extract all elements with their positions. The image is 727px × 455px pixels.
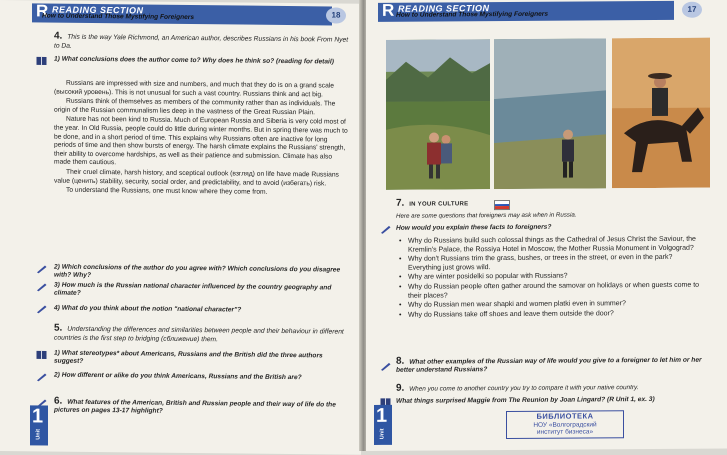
exercise-title: IN YOUR CULTURE [409,201,469,208]
exercise-text: When you come to another country you try to compare it with your native country. [409,384,639,393]
pen-icon [380,225,391,234]
stamp-title: БИБЛИОТЕКА [536,411,594,421]
facts-list [398,236,706,321]
list-item: • Why do Russian men wear shapki and women platki even in summer? [398,300,706,311]
paragraph: Russians think of themselves as members of the community rather than as individuals. The origin of the Russian communalism lies deep in the vastness of the Great Russian Plain. [54,97,336,117]
exercise-text: What features of the American, British and Russian people and their way of life do the pictures on pages 13-17 highlight? [54,398,336,415]
exercise-9-question: What things surprised Maggie from The Reunion by Joan Lingard? (R Unit 1, ex. 3) [396,395,655,405]
exercise-number: 9. [396,382,405,394]
pen-icon [380,362,391,371]
unit-label: Unit [379,428,386,440]
exercise-number: 4. [54,30,63,42]
paragraph: Russians are impressed with size and numbers, and much that they do is on a grand scale (высокий уровень). This is not unusual for such a vast country. Russians think and act big. [54,79,335,98]
exercise-number: 5. [54,322,63,334]
unit-tab [30,405,48,445]
question-1: 1) What conclusions does the author come to? Why does he think so? (reading for detail) [54,55,334,66]
question-5-1: 1) What stereotypes* about Americans, Russians and the British did the three authors suggest? [54,349,323,365]
pen-icon [36,304,47,313]
question-2: 2) Which conclusions of the author do you agree with? Which conclusions do you disagree with? Why? [54,263,341,279]
list-item: • Why do Russian people often gather around the samovar on holidays or when guests come to their places? [398,282,706,301]
exercise-text: What other examples of the Russian way of life would you give to a foreigner to let him or her better understand Russians? [396,356,702,374]
left-page [0,0,361,455]
exercise-7-question: How would you explain these facts to foreigners? [396,223,552,232]
paragraph: To understand the Russians, one must know where they come from. [66,186,268,196]
section-title: READING SECTION [398,3,490,14]
exercise-text: This is the way Yale Richmond, an American author, describes Russians in his book From Nyet to Da. [54,33,349,50]
photo-horse-rider [612,38,710,189]
header-logo-letter: R [36,1,49,21]
unit-number: 1 [32,405,44,428]
header-logo-letter: R [382,0,395,20]
unit-tab [374,405,392,445]
photo-man-riverside [494,38,606,189]
exercise-4-intro [54,30,350,54]
pen-icon [36,264,47,273]
exercise-text: Understanding the differences and similarities between people and their behaviour in different countries is the first step to bridging (сближение) them. [54,325,344,343]
page-number: 18 [326,7,346,23]
exercise-6 [54,395,350,418]
exercise-5-intro [54,322,350,346]
paragraph: Their cruel climate, harsh history, and sceptical outlook (взгляд) on life have made Russians value (ценить) stability, security, social order, and predictability, and to avoid (избегать) risk. [54,168,339,187]
pen-icon [36,282,47,291]
article-text [54,80,350,200]
exercise-9-intro [396,383,708,395]
question-3: 3) How much is the Russian national character influenced by the country geography and climate? [54,281,332,297]
list-item: • Why are winter posidelki so popular with Russians? [398,272,706,283]
exercise-number: 6. [54,395,63,407]
book-icon [36,350,47,359]
list-item: • Why don't Russians trim the grass, bushes, or trees in the street, or even in the park? Everything just grows wild. [398,254,706,273]
paragraph: Nature has not been kind to Russia. Much of European Russia and Siberia is very cold most of the year. In Old Russia, people could do little during winter months. But in spring there was much to be done, and in a short period of time. This explains why Russians often are inactive for long periods of time and then show bursts of energy. The harsh climate explains the Russians' strength, their ability to overcome hardships, as well as their patience and submission. Climate has also made them cautious. [54,116,348,167]
right-page [366,0,727,451]
list-item: • Why do Russians take off shoes and leave them outside the door? [398,309,706,320]
section-title: READING SECTION [52,4,144,16]
unit-label: Unit [35,429,42,440]
unit-number: 1 [376,404,388,427]
page-number: 17 [682,2,702,18]
exercise-8 [396,356,706,375]
stamp-line: институт бизнеса» [536,428,594,436]
exercise-number: 7. [396,197,405,209]
russian-flag-icon [494,200,510,210]
question-4: 4) What do you think about the notion "national character"? [54,304,242,314]
page-subtitle: How to Understand Those Mystifying Foreigners [396,10,549,19]
list-item: • Why do Russians build such colossal things as the Cathedral of Jesus Christ the Saviour, the Kremlin's Palace, the Rossiya Hotel in Moscow, the Mother Russia Monument in Volgograd? [398,236,706,255]
exercise-number: 8. [396,355,405,367]
question-5-2: 2) How different or alike do you think Americans, Russians and the British are? [54,371,302,382]
page-subtitle: How to Understand Those Mystifying Foreigners [42,12,195,22]
stamp-line: НОУ «Волгоградский [533,420,597,429]
book-icon [36,56,47,65]
exercise-7-intro: Here are some questions that foreigners may ask when in Russia. [396,211,577,220]
library-stamp [506,410,624,438]
photo-hikers-mountains [386,39,490,190]
pen-icon [36,372,47,381]
